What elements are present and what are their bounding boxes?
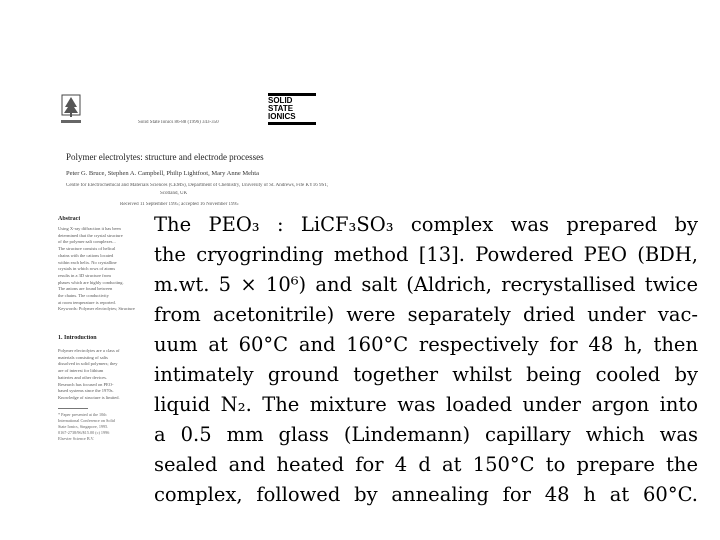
paper-title: Polymer electrolytes: structure and electrode processes bbox=[66, 152, 264, 162]
abstract-line: within each helix. No crystalline bbox=[58, 259, 117, 265]
intro-line: Polymer electrolytes are a class of bbox=[58, 348, 120, 353]
abstract-line: phases which are highly conducting. bbox=[58, 279, 124, 285]
publisher-logo bbox=[58, 93, 84, 127]
introduction-heading: 1. Introduction bbox=[58, 335, 97, 341]
footnote-line: * Paper presented at the 10th bbox=[58, 412, 107, 417]
intro-line: are of interest for lithium bbox=[58, 368, 104, 374]
abstract-line: results in a 3D structure from bbox=[58, 272, 111, 278]
abstract-line: at room temperature is reported. bbox=[58, 299, 116, 305]
journal-logo-line-1: SOLID bbox=[268, 96, 293, 105]
abstract-line: The anions are found between bbox=[58, 286, 113, 292]
excerpt-line: the cryogrinding method [13]. Powdered PEO (BDH, bbox=[154, 243, 698, 266]
intro-line: Research has focused on PEO- bbox=[58, 381, 114, 387]
excerpt-line: sealed and heated for 4 d at 150°C to prepare the bbox=[154, 453, 698, 476]
excerpt-line: a 0.5 mm glass (Lindemann) capillary which was bbox=[154, 423, 698, 446]
abstract-body bbox=[58, 226, 150, 313]
abstract-line: of the polymer:salt complexes... bbox=[58, 239, 116, 245]
excerpt-line: complex, followed by annealing for 48 h at 60°C. bbox=[154, 483, 698, 506]
abstract-line: The structure consists of helical bbox=[58, 246, 116, 252]
footnote-line: International Conference on Solid bbox=[58, 418, 115, 423]
journal-logo-line-2: STATE bbox=[268, 104, 294, 113]
excerpt-line: intimately ground together whilst being cooled by bbox=[154, 363, 698, 386]
abstract-line: Using X-ray diffraction it has been bbox=[58, 226, 121, 231]
zoomed-excerpt bbox=[154, 210, 698, 522]
abstract-heading: Abstract bbox=[58, 216, 81, 222]
intro-line: batteries and other devices. bbox=[58, 374, 107, 380]
paper-authors: Peter G. Bruce, Stephen A. Campbell, Philip Lightfoot, Mary Anne Mehta bbox=[66, 170, 259, 177]
abstract-line: chains with the cations located bbox=[58, 252, 114, 258]
excerpt-line: from acetonitrile) were separately dried under vac- bbox=[154, 303, 698, 326]
journal-logo-line-3: IONICS bbox=[268, 112, 296, 121]
excerpt-line: The PEO₃ : LiCF₃SO₃ complex was prepared by bbox=[154, 213, 698, 236]
intro-line: materials consisting of salts bbox=[58, 354, 108, 360]
footnote bbox=[58, 412, 150, 442]
paper-affiliation: Centre for Electrochemical and Materials Sciences (CEMS), Department of Chemistry, University of St. Andrews, Fife KY16 9ST, bbox=[66, 183, 329, 188]
footnote-line: 0167-2738/96/$15.00 (c) 1996 bbox=[58, 430, 110, 435]
excerpt-line: m.wt. 5 × 10⁶) and salt (Aldrich, recrystallised twice bbox=[154, 273, 698, 296]
footnote-line: Elsevier Science B.V. bbox=[58, 436, 95, 441]
introduction-body bbox=[58, 348, 150, 402]
excerpt-line: liquid N₂. The mixture was loaded under argon into bbox=[154, 393, 698, 416]
footnote-divider bbox=[58, 408, 88, 409]
intro-line: based systems since the 1970s. bbox=[58, 388, 114, 394]
keywords: Keywords: Polymer electrolytes; Structure bbox=[58, 306, 135, 312]
intro-line: Knowledge of structure is limited. bbox=[58, 394, 120, 400]
abstract-line: the chains. The conductivity bbox=[58, 293, 109, 299]
paper-received-dates: Received 11 September 1995; accepted 16 November 1995 bbox=[120, 202, 239, 207]
footnote-line: State Ionics, Singapore, 1995. bbox=[58, 424, 109, 429]
journal-logo bbox=[268, 92, 316, 126]
intro-line: dissolved in solid polymers; they bbox=[58, 361, 118, 367]
paper-affiliation-cont: Scotland, UK bbox=[160, 191, 188, 196]
abstract-line: determined that the crystal structure bbox=[58, 232, 123, 238]
abstract-line: crystals in which rows of atoms bbox=[58, 266, 116, 272]
journal-info: Solid State Ionics 86-88 (1996) 343-350 bbox=[138, 120, 219, 125]
excerpt-line: uum at 60°C and 160°C respectively for 48 h, then bbox=[154, 333, 698, 356]
